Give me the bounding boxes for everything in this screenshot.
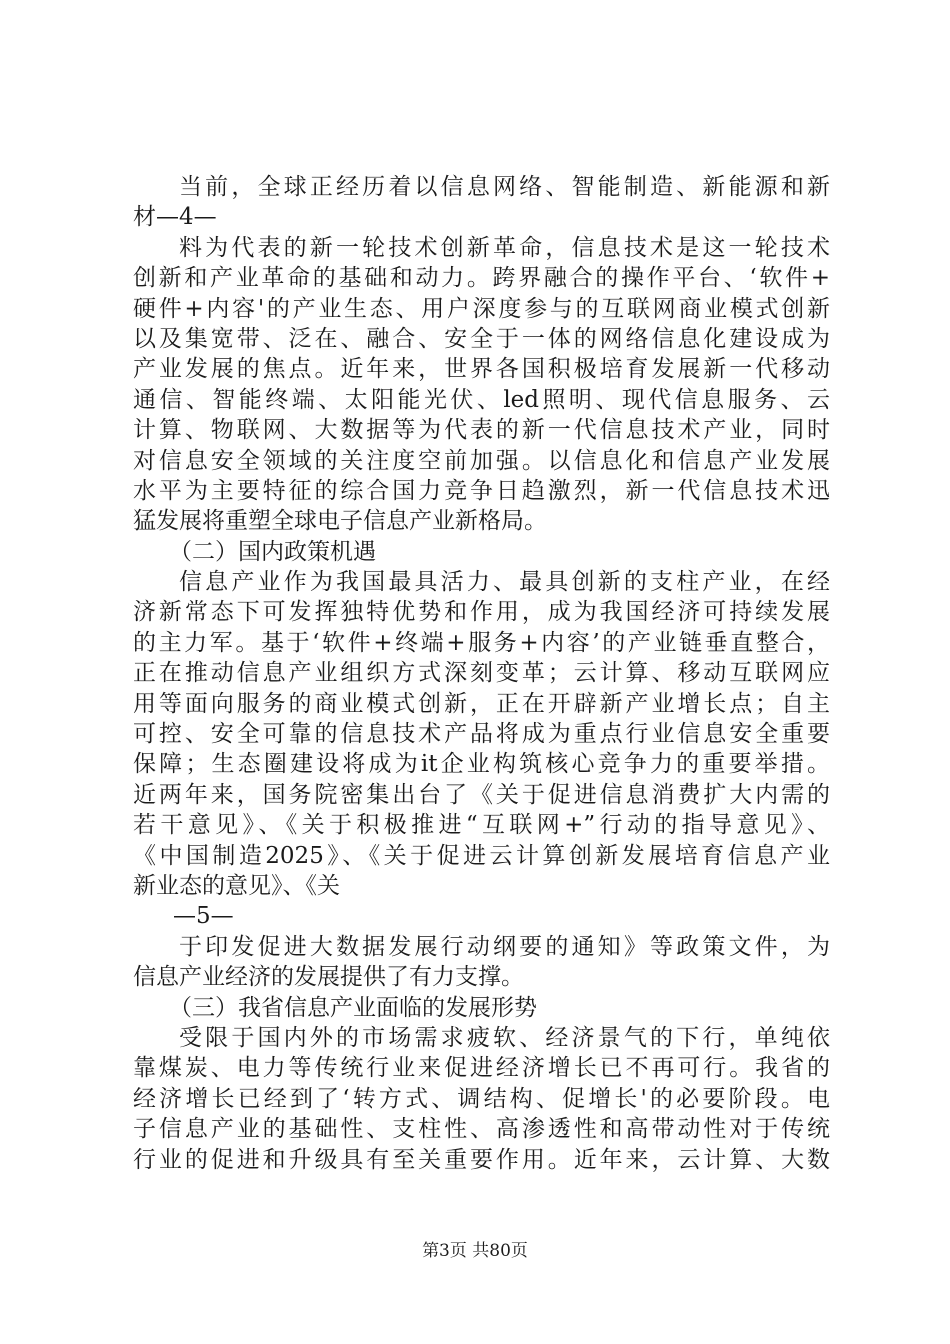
text-line: 靠煤炭、电力等传统行业来促进经济增长已不再可行。我省的 [133, 1055, 830, 1082]
text-line: 受限于国内外的市场需求疲软、经济景气的下行，单纯依 [179, 1024, 830, 1051]
text-line: 的主力军。基于‘软件+终端+服务+内容’的产业链垂直整合， [133, 629, 830, 656]
page-footer: 第3页 共80页 [422, 1241, 528, 1261]
text-line: 通信、智能终端、太阳能光伏、led照明、现代信息服务、云 [133, 386, 830, 413]
text-line: 产业发展的焦点。近年来，世界各国积极培育发展新一代移动 [133, 356, 830, 383]
text-line: 于印发促进大数据发展行动纲要的通知》等政策文件，为 [179, 933, 830, 960]
text-line: 可控、安全可靠的信息技术产品将成为重点行业信息安全重要 [133, 721, 830, 748]
text-line: 信息产业作为我国最具活力、最具创新的支柱产业，在经 [179, 569, 830, 596]
text-line: 信息产业经济的发展提供了有力支撑。 [133, 964, 524, 991]
text-line: 《中国制造2025》、《关于促进云计算创新发展培育信息产业 [133, 842, 830, 869]
section-heading: （二）国内政策机遇 [169, 538, 376, 565]
text-line: 猛发展将重塑全球电子信息产业新格局。 [133, 508, 547, 535]
page-marker: —5— [173, 903, 234, 930]
text-line: 经济增长已经到了‘转方式、调结构、促增长'的必要阶段。电 [133, 1085, 830, 1112]
text-line: 对信息安全领域的关注度空前加强。以信息化和信息产业发展 [133, 447, 830, 474]
text-line: 材—4— [133, 204, 217, 231]
text-line: 水平为主要特征的综合国力竞争日趋激烈，新一代信息技术迅 [133, 477, 830, 504]
text-line: 若干意见》、《关于积极推进“互联网+”行动的指导意见》、 [133, 812, 830, 839]
text-line: 保障；生态圈建设将成为it企业构筑核心竞争力的重要举措。 [133, 751, 830, 778]
text-line: 近两年来，国务院密集出台了《关于促进信息消费扩大内需的 [133, 781, 830, 808]
section-heading: （三）我省信息产业面临的发展形势 [169, 994, 537, 1021]
text-line: 子信息产业的基础性、支柱性、高渗透性和高带动性对于传统 [133, 1116, 830, 1143]
text-line: 正在推动信息产业组织方式深刻变革；云计算、移动互联网应 [133, 660, 830, 687]
text-line: 硬件+内容'的产业生态、用户深度参与的互联网商业模式创新 [133, 295, 830, 322]
text-line: 以及集宽带、泛在、融合、安全于一体的网络信息化建设成为 [133, 325, 830, 352]
text-line: 料为代表的新一轮技术创新革命，信息技术是这一轮技术 [179, 234, 830, 261]
text-line: 济新常态下可发挥独特优势和作用，成为我国经济可持续发展 [133, 599, 830, 626]
text-line: 新业态的意见》、《关 [133, 872, 340, 899]
text-line: 当前，全球正经历着以信息网络、智能制造、新能源和新 [179, 174, 830, 200]
document-body [133, 172, 830, 1175]
text-line: 用等面向服务的商业模式创新，正在开辟新产业增长点；自主 [133, 690, 830, 717]
text-line: 行业的促进和升级具有至关重要作用。近年来，云计算、大数 [133, 1146, 830, 1173]
text-line: 创新和产业革命的基础和动力。跨界融合的操作平台、‘软件+ [133, 265, 830, 292]
text-line: 计算、物联网、大数据等为代表的新一代信息技术产业，同时 [133, 417, 830, 444]
